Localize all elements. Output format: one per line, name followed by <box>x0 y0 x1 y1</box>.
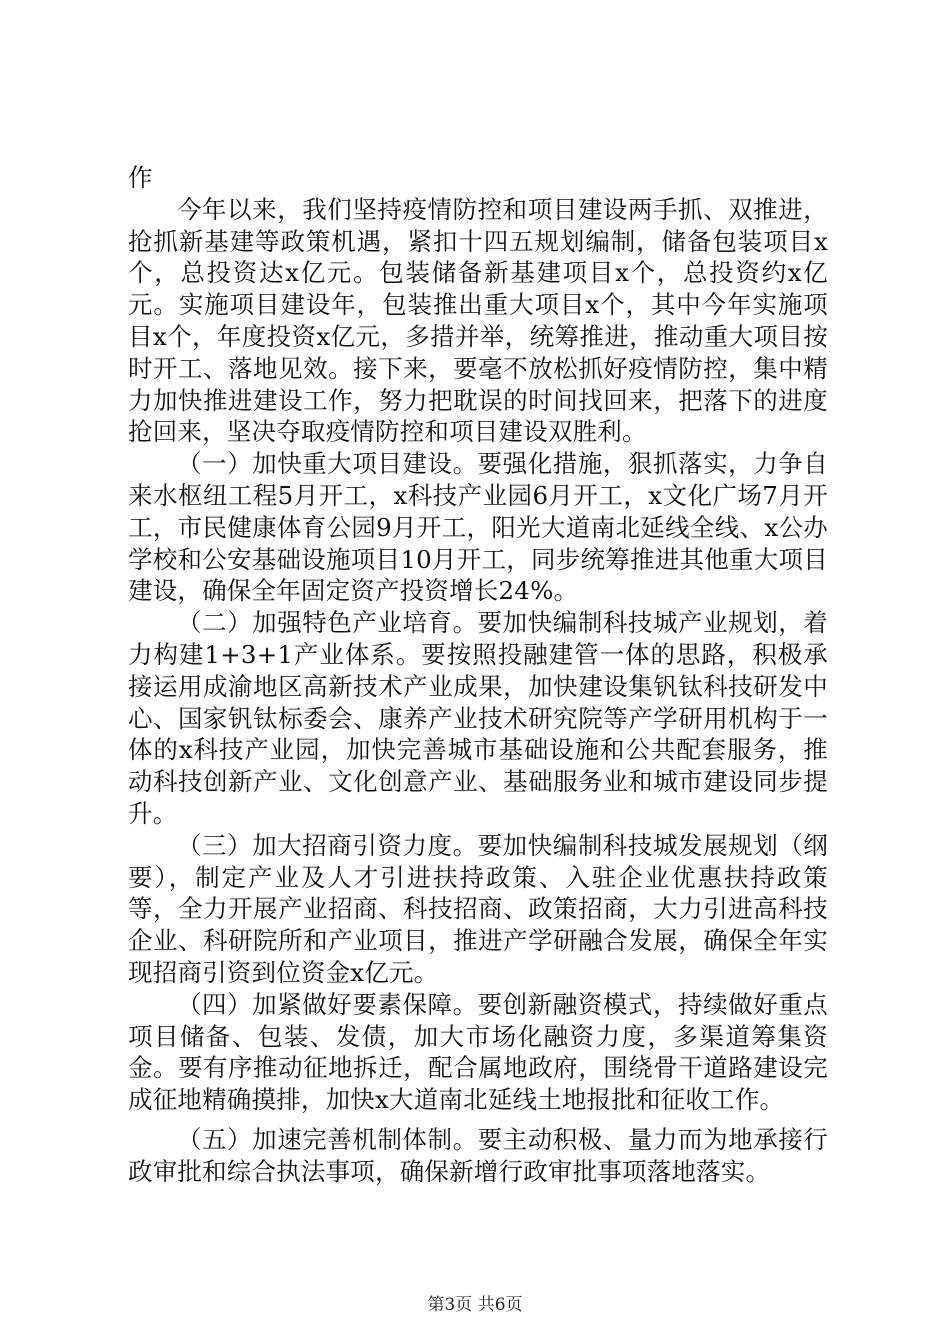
paragraph-section-1: （一）加快重大项目建设。要强化措施，狠抓落实，力争自来水枢纽工程5月开工，x科技产业园6月开工，x文化广场7月开工，市民健康体育公园9月开工，阳光大道南北延线全线、x公办学校和公安基础设施项目10月开工，同步统筹推进其他重大项目建设，确保全年固定资产投资增长24%。 <box>128 449 828 606</box>
paragraph-section-3: （三）加大招商引资力度。要加快编制科技城发展规划（纲要），制定产业及人才引进扶持政策、入驻企业优惠扶持政策等，全力开展产业招商、科技招商、政策招商，大力引进高科技企业、科研院所和产业项目，推进产学研融合发展，确保全年实现招商引资到位资金x亿元。 <box>128 830 828 987</box>
page-number-footer: 第3页 共6页 <box>427 1295 523 1315</box>
paragraph-section-2: （二）加强特色产业培育。要加快编制科技城产业规划，着力构建1+3+1产业体系。要按照投融建管一体的思路，积极承接运用成渝地区高新技术产业成果，加快建设集钒钛科技研发中心、国家钒钛标委会、康养产业技术研究院等产学研用机构于一体的x科技产业园，加快完善城市基础设施和公共配套服务，推动科技创新产业、文化创意产业、基础服务业和城市建设同步提升。 <box>128 608 828 828</box>
paragraph-continuation: 作 <box>128 163 153 192</box>
paragraph-section-4: （四）加紧做好要素保障。要创新融资模式，持续做好重点项目储备、包装、发债，加大市场化融资力度，多渠道筹集资金。要有序推动征地拆迁，配合属地政府，围绕骨干道路建设完成征地精确摸排，加快x大道南北延线土地报批和征收工作。 <box>128 989 828 1115</box>
paragraph-section-5: （五）加速完善机制体制。要主动积极、量力而为地承接行政审批和综合执法事项，确保新增行政审批事项落地落实。 <box>128 1124 828 1186</box>
paragraph-intro: 今年以来，我们坚持疫情防控和项目建设两手抓、双推进，抢抓新基建等政策机遇，紧扣十四五规划编制，储备包装项目x个，总投资达x亿元。包装储备新基建项目x个，总投资约x亿元。实施项目建设年，包装推出重大项目x个，其中今年实施项目x个，年度投资x亿元，多措并举，统筹推进，推动重大项目按时开工、落地见效。接下来，要毫不放松抓好疫情防控，集中精力加快推进建设工作，努力把耽误的时间找回来，把落下的进度抢回来，坚决夺取疫情防控和项目建设双胜利。 <box>128 194 828 447</box>
document-body <box>128 162 828 1188</box>
